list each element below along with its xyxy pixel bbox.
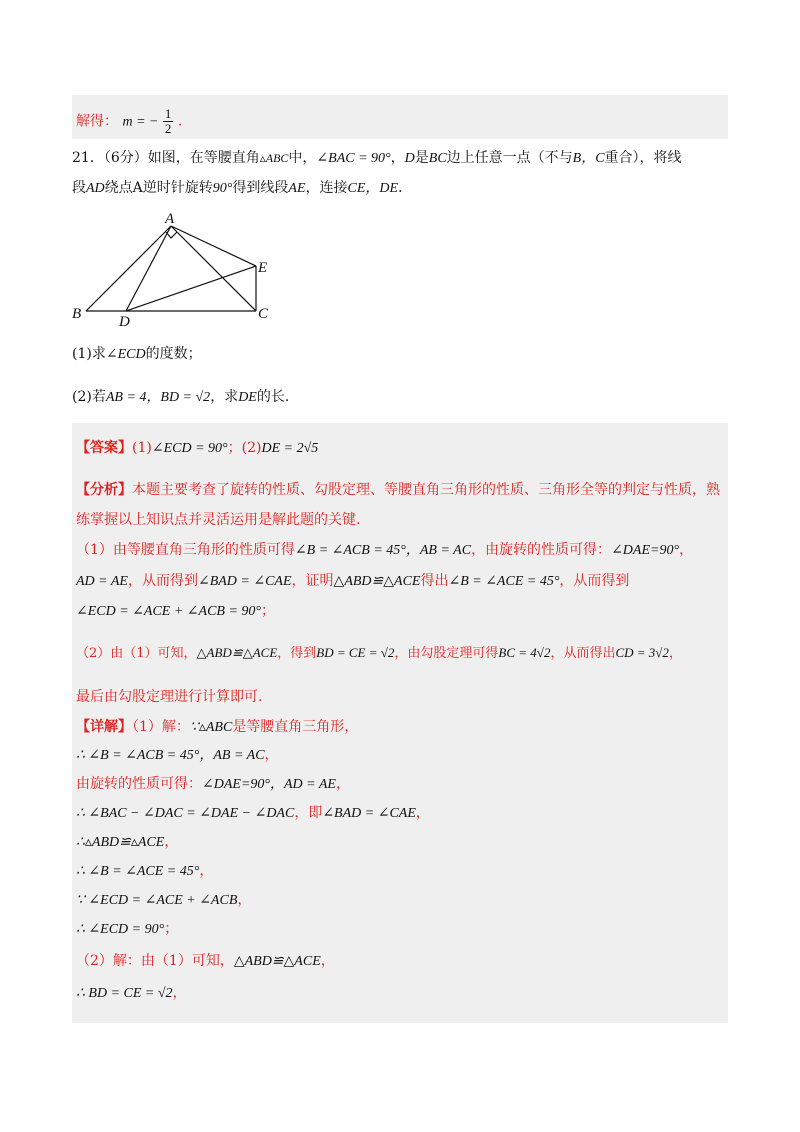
top-answer-suffix: . (177, 113, 183, 130)
top-answer-fraction (163, 107, 174, 136)
analysis-line-7 (76, 687, 262, 707)
detail-line-1 (76, 717, 358, 738)
subquestion-text: ，求 (210, 389, 239, 405)
detail-text: ， (264, 747, 279, 763)
detail-expr: △ABD≌△ACE (233, 954, 321, 969)
segment-ab-line (86, 226, 171, 311)
analysis-label: 【分析】 (76, 482, 132, 498)
fraction-denominator: 2 (164, 121, 172, 136)
question-line-2 (72, 178, 412, 199)
detail-text: （2）解：由（1）可知， (76, 953, 234, 969)
label-b: B (72, 306, 82, 322)
detail-expr: ∵ ∠ECD = ∠ACE + ∠ACB (76, 893, 238, 908)
top-answer-expr: m = − (122, 114, 159, 130)
question-text: 中， (288, 150, 317, 166)
given-values: AB = 4，BD = √2 (105, 390, 211, 405)
analysis-expr: ∠BAD = ∠CAE (197, 574, 292, 589)
detail-text: ， (320, 953, 335, 969)
analysis-line-2 (76, 510, 360, 530)
detail-line-8 (76, 919, 178, 940)
question-text: 21．（6分）如图，在等腰直角 (72, 150, 260, 166)
detail-line-4 (76, 803, 430, 824)
detail-expr: ∴ ∠ECD = 90° (76, 922, 165, 937)
detail-text: ， (237, 892, 252, 908)
points-bc: B，C (572, 151, 605, 166)
answer-expr-2: DE = 2√5 (261, 441, 319, 456)
segment-ad: AD (86, 181, 105, 196)
question-text: ，连接 (305, 180, 348, 196)
rotation-angle: 90° (212, 181, 233, 196)
detail-line-2 (76, 745, 279, 766)
analysis-text: ，得到 (277, 646, 317, 661)
analysis-line-6 (76, 643, 682, 664)
detail-text: （1）解： (132, 719, 190, 735)
analysis-expr: △ABD≌△ACE (333, 574, 421, 589)
detail-text: ， (335, 776, 350, 792)
top-answer-line (76, 107, 182, 136)
analysis-text: ，由旋转的性质可得： (471, 542, 612, 558)
analysis-expr: ∠B = ∠ACE = 45° (448, 574, 560, 589)
analysis-text: 得出 (420, 573, 449, 589)
segment-ae-line (171, 226, 256, 266)
answer-text: (1) (132, 440, 152, 456)
detail-line-10 (76, 983, 187, 1004)
detail-expr: ∴ ∠BAC − ∠DAC = ∠DAE − ∠DAC (76, 806, 295, 821)
analysis-text: ，由勾股定理可得 (394, 646, 499, 661)
answer-text: ；(2) (227, 440, 262, 456)
analysis-expr: AD = AE (76, 574, 128, 589)
analysis-text: ， (668, 646, 682, 661)
segment-de-line (126, 266, 256, 311)
analysis-text: ，从而得出 (550, 646, 616, 661)
detail-line-9 (76, 951, 335, 972)
analysis-line-4 (76, 571, 629, 592)
segment-ae: AE (288, 181, 306, 196)
segment-ac-line (171, 226, 256, 311)
detail-line-3 (76, 774, 350, 795)
answer-label: 【答案】 (76, 440, 132, 456)
analysis-text: ， (679, 542, 694, 558)
analysis-text: ，从而得到 (559, 573, 630, 589)
detail-line-6 (76, 861, 213, 882)
answer-expr-1: ∠ECD = 90° (151, 441, 228, 456)
analysis-text: ，从而得到 (127, 573, 198, 589)
analysis-expr: △ABD≌△ACE (196, 645, 278, 660)
analysis-expr: ∠B = ∠ACB = 45°，AB = AC (294, 543, 472, 558)
question-text: 绕点A逆时针旋转 (104, 180, 213, 196)
label-a: A (165, 211, 175, 227)
analysis-expr: BC = 4√2 (498, 645, 551, 660)
top-answer-prefix: 解得： (76, 113, 118, 130)
question-text: 是 (414, 150, 429, 166)
detail-text: ，即 (294, 805, 323, 821)
analysis-expr: CD = 3√2 (615, 645, 669, 660)
analysis-text: （1）由等腰直角三角形的性质可得 (76, 542, 295, 558)
detail-expr: ∠BAD = ∠CAE (322, 806, 416, 821)
analysis-expr: ∠DAE=90° (611, 543, 680, 558)
detail-expr: ∴ BD = CE = √2 (76, 986, 173, 1001)
angle-ecd: ∠ECD (105, 347, 146, 362)
point-d: D (404, 151, 415, 166)
subquestion-text: 的度数； (145, 346, 202, 362)
subquestion-2 (72, 387, 289, 408)
analysis-text: ，证明 (291, 573, 334, 589)
analysis-text: 练掌握以上知识点并灵活运用是解此题的关键. (76, 512, 361, 528)
subquestion-text: (2)若 (72, 389, 106, 405)
analysis-line-5 (76, 601, 275, 622)
subquestion-1 (72, 344, 202, 365)
analysis-text: 本题主要考查了旋转的性质、勾股定理、等腰直角三角形的性质、三角形全等的判定与性质，熟 (132, 482, 720, 498)
label-e: E (258, 260, 268, 276)
detail-expr: ∵▵ABC (189, 720, 233, 735)
detail-text: ， (164, 834, 179, 850)
subquestion-text: (1)求 (72, 346, 106, 362)
geometry-figure (70, 210, 280, 330)
answer-line (76, 438, 318, 459)
question-text: 段 (72, 180, 86, 196)
detail-text: 是等腰直角三角形， (232, 719, 359, 735)
analysis-expr: BD = CE = √2 (316, 645, 395, 660)
segment-bc: BC (428, 151, 447, 166)
label-c: C (258, 306, 269, 322)
question-text: 边上任意一点（不与 (446, 150, 573, 166)
detail-text: ， (415, 805, 430, 821)
detail-text: 由旋转的性质可得： (76, 776, 202, 792)
question-line-1 (72, 148, 682, 169)
detail-line-5 (76, 832, 178, 853)
detail-text: ， (199, 863, 214, 879)
detail-line-7 (76, 890, 251, 911)
question-text: ， (390, 150, 405, 166)
detail-expr: ∴▵ABD≌▵ACE (76, 835, 165, 850)
detail-expr: ∠DAE=90°，AD = AE (202, 777, 336, 792)
detail-text: ， (172, 985, 187, 1001)
analysis-line-1 (76, 480, 720, 500)
detail-expr: ∴ ∠B = ∠ACE = 45° (76, 864, 200, 879)
analysis-text: （2）由（1）可知， (76, 646, 197, 661)
question-text: 重合），将线 (604, 150, 682, 166)
analysis-text: 最后由勾股定理进行计算即可. (76, 689, 263, 705)
triangle-abc: ▵ABC (259, 151, 289, 165)
fraction-numerator: 1 (164, 106, 172, 121)
segment-de: DE (238, 390, 257, 405)
analysis-expr: ∠ECD = ∠ACE + ∠ACB = 90° (76, 604, 262, 619)
detail-text: ； (164, 921, 179, 937)
angle-bac: ∠BAC = 90° (316, 151, 391, 166)
analysis-line-3 (76, 540, 693, 561)
detail-label: 【详解】 (76, 719, 132, 735)
label-d: D (119, 314, 130, 330)
segments-ce-de: CE，DE (347, 181, 399, 196)
question-text: ． (398, 180, 413, 196)
question-text: 得到线段 (232, 180, 289, 196)
detail-expr: ∴ ∠B = ∠ACB = 45°，AB = AC (76, 748, 265, 763)
subquestion-text: 的长. (256, 389, 290, 405)
analysis-text: ； (261, 603, 276, 619)
